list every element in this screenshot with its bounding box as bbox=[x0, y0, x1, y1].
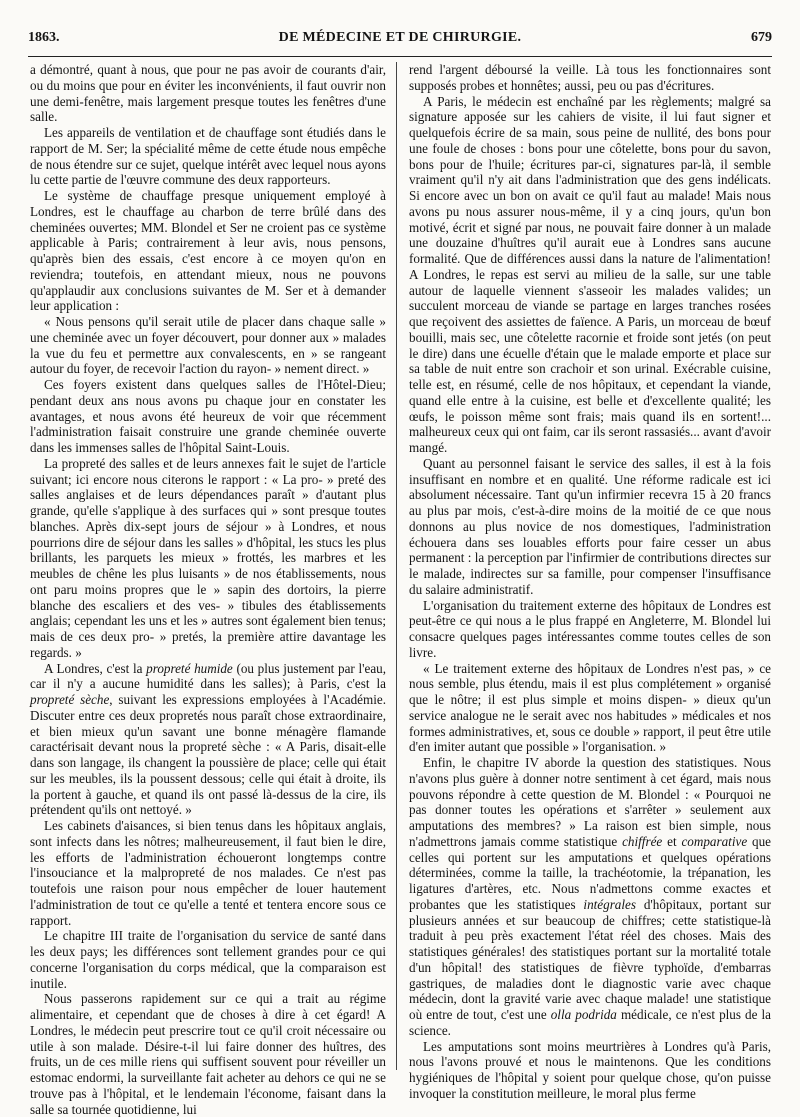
left-column bbox=[30, 62, 387, 1117]
quotation: « Le traitement externe des hôpitaux de Londres n'est pas, » ce nous semble, plus étendu, mais il est plus complétement » organisé que le nôtre; il est plus simple et moins dispen- » dieux qu'un service analogue ne le serait avec nos habitudes » médicales et nos formes administratives, et, sous ce double » rapport, il peut être utile d'en imiter autant que possible » l'organisation. » bbox=[409, 660, 771, 755]
paragraph: Les amputations sont moins meurtrières à Londres qu'à Paris, nous l'avons prouvé et nous le maintenons. Que les conditions hygiéniques de l'hôpital y soient pour quelque chose, qu'on puisse invoquer la constitution meilleure, le moral plus ferme bbox=[409, 1038, 771, 1101]
paragraph: A Londres, c'est la propreté humide (ou plus justement par l'eau, car il n'y a aucune humidité dans les salles); à Paris, c'est la propreté sèche, suivant les expressions employées à l'Académie. Discuter entre ces deux propretés nous paraît chose extraordinaire, et bien mieux qu'un savant une bonne ménagère flamande caractérisait devant nous la propreté sèche : « A Paris, disait-elle dans son langage, ils changent la poussière de place; celle qui était sur les meubles, ils la poussent dessous; celle qui était à droite, ils la portent à gauche, et quand ils ont passé là-dessus de la cire, ils prétendent qu'ils ont nettoyé. » bbox=[30, 660, 387, 818]
right-column bbox=[409, 62, 772, 1101]
page-number: 679 bbox=[751, 30, 772, 45]
header-rule bbox=[28, 56, 772, 57]
header-title: DE MÉDECINE ET DE CHIRURGIE. bbox=[278, 30, 522, 45]
header-year: 1863. bbox=[28, 30, 60, 45]
quotation: « Nous pensons qu'il serait utile de placer dans chaque salle » une cheminée avec un foyer découvert, pour donner aux » malades la vue du feu et permettre aux convalescents, en » se rangeant autour du foyer, de recevoir l'action du rayon- » nement direct. » bbox=[30, 314, 386, 377]
paragraph: Le chapitre III traite de l'organisation du service de santé dans les deux pays; les différences sont tellement grandes pour ce qui concerne l'organisation du corps médical, que la comparaison est inutile. bbox=[30, 928, 386, 991]
paragraph: Nous passerons rapidement sur ce qui a trait au régime alimentaire, et cependant que de choses à dire à cet égard! A Londres, le médecin peut prescrire tout ce qu'il croit nécessaire ou utile à son malade. Désire-t-il lui faire donner des huîtres, des fruits, un de ces mille riens qui suffisent souvent pour réveiller un estomac endormi, la surveillante fait acheter au dehors ce qui ne se trouve pas à l'hôpital, et le lendemain l'économe, faisant dans la salle sa tournée quotidienne, lui bbox=[30, 991, 386, 1117]
running-header bbox=[28, 30, 772, 52]
paragraph: a démontré, quant à nous, que pour ne pas avoir de courants d'air, ou du moins que pour en éviter les inconvénients, il faut ouvrir non une demi-fenêtre, mais largement presque toutes les fenêtres d'une salle. bbox=[30, 62, 386, 125]
paragraph: rend l'argent déboursé la veille. Là tous les fonctionnaires sont supposés probes et honnêtes; aussi, peu ou pas d'écritures. bbox=[409, 62, 771, 93]
paragraph: Ces foyers existent dans quelques salles de l'Hôtel-Dieu; pendant deux ans nous avons pu chaque jour en constater les avantages, et nous avons été heureux de voir que récemment l'administration faisait construire une grande cheminée ouverte dans les immenses salles de l'hôpital Saint-Louis. bbox=[30, 377, 386, 455]
paragraph: Les appareils de ventilation et de chauffage sont étudiés dans le rapport de M. Ser; la spécialité même de cette étude nous empêche de nous étendre sur ce sujet, quelque intérêt avec lequel nous ayons lu cette partie de l'œuvre commune des deux rapporteurs. bbox=[30, 125, 386, 188]
paragraph: Le système de chauffage presque uniquement employé à Londres, est le chauffage au charbon de terre brûlé dans des cheminées ouvertes; MM. Blondel et Ser ne croient pas ce système applicable à Paris; contrairement à leur avis, nous pensons, qu'après bien des essais, c'est encore à ce moyen qu'on en reviendra; toutefois, en attendant mieux, nous ne pouvons qu'applaudir aux conclusions suivantes de M. Ser et à demander leur application : bbox=[30, 188, 386, 314]
paragraph: A Paris, le médecin est enchaîné par les règlements; malgré sa signature apposée sur les cahiers de visite, il lui faut signer et quelquefois écrire de sa main, sous peine de nullité, des bons pour une foule de choses : bons pour une côtelette, bons pour du savon, bons pour de l'huile; écritures par-ci, signatures par-là, il semble vraiment qu'il n'y ait dans l'administration que des gens indélicats. Si encore avec un bon on avait ce qu'il faut au malade! Mais nous avons pu nous assurer nous-même, il y a cinq jours, qu'un bon motivé, écrit et signé par nous, ne pouvait faire donner à un malade une douzaine d'huîtres qu'il aurait eue à Londres sans aucune formalité. Que de différences aussi dans la nature de l'alimentation! A Londres, le repas est servi au milieu de la salle, sur une table autour de laquelle viennent s'asseoir les malades valides; un succulent morceau de viande se partage en larges tranches rosées que reçoivent des assiettes de faïence. A Paris, un morceau de bœuf bouilli, mais sec, une côtelette racornie et froide sont jetés (on peut le dire) dans une écuelle d'étain que le malade emporte et place sur sa table de nuit entre son crachoir et son urinal. Exécrable cuisine, telle est, en résumé, celle de nos hôpitaux, et cependant la viande, quand elle entre à la cuisine, est belle et d'excellente qualité; les œufs, le poisson même sont frais; mais quand ils en sortent!... malheureux ceux qui ont faim, car ils seront rassasiés... avant d'avoir mangé. bbox=[409, 93, 771, 455]
paragraph: Quant au personnel faisant le service des salles, il est à la fois insuffisant en nombre et en qualité. Une réforme radicale est ici absolument nécessaire. Tant qu'un infirmier recevra 15 à 20 francs au plus par mois, c'est-à-dire moins de la moitié de ce que nous donnons au plus novice de nos domestiques, l'administration échouera dans ses louables efforts pour faire cesser un abus permanent : la perception par l'infirmier de contributions directes sur le malade, indirectes sur sa famille, pour compenser l'insuffisance du salaire administratif. bbox=[409, 455, 771, 597]
paragraph: Les cabinets d'aisances, si bien tenus dans les hôpitaux anglais, sont infects dans les nôtres; malheureusement, il faut bien le dire, les efforts de l'administration échoueront longtemps contre l'insouciance et la malpropreté de nos malades. Ce n'est pas toutefois une raison pour nous empêcher de louer hautement l'administration de tout ce qu'elle a tenté et tentera encore sous ce rapport. bbox=[30, 818, 386, 928]
paragraph: La propreté des salles et de leurs annexes fait le sujet de l'article suivant; ici encore nous citerons le rapport : « La pro- » preté des salles anglaises et de leurs dépendances paraît » d'autant plus grande, qu'elle s'applique à des surfaces qui » sont presque toutes blanches. Après dix-sept jours de séjour » à Londres, et nous pourrions dire de séjour dans les salles » d'hôpital, les stucs les plus brillants, les parquets les mieux » frottés, les marbres et les meubles de chêne les plus luisants » de nos établissements, nous ont paru moins propres que le » sapin des dortoirs, la pierre blanche des escaliers et des ves- » tibules des établissements anglais; cependant les uns et les » autres sont également bien tenus; mais de ces deux pro- » pretés, la première attire davantage les regards. » bbox=[30, 455, 386, 660]
paragraph: Enfin, le chapitre IV aborde la question des statistiques. Nous n'avons plus guère à donner notre sentiment à cet égard, mais nous pouvons répondre à cette question de M. Blondel : « Pourquoi ne pas donner toutes les opérations et s'arrêter » seulement aux amputations des membres? » La raison est bien simple, nous n'admettrons jamais comme statistique chiffrée et comparative que celles qui portent sur les amputations et quelques opérations déterminées, comme la taille, la trachéotomie, la trépanation, les ligatures d'artères, etc. Nous n'admettons comme exactes et probantes que les statistiques intégrales d'hôpitaux, portant sur plusieurs années et sur beaucoup de chiffres; cette statistique-là traduit à peu près exactement l'état réel des choses. Mais des statistiques générales! des statistiques portant sur la mortalité totale d'un hôpital! des statistiques de fièvre typhoïde, d'embarras gastriques, de maladies dont le diagnostic varie avec chaque médecin, dont la gravité varie avec chaque malade! une statistique où entre de tout, c'est une olla podrida médicale, ce n'est plus de la science. bbox=[409, 755, 772, 1038]
column-divider bbox=[396, 62, 397, 1070]
paragraph: L'organisation du traitement externe des hôpitaux de Londres est peut-être ce qui nous a le plus frappé en Angleterre, M. Blondel lui consacre quelques pages intéressantes comme toutes celles de son livre. bbox=[409, 597, 771, 660]
